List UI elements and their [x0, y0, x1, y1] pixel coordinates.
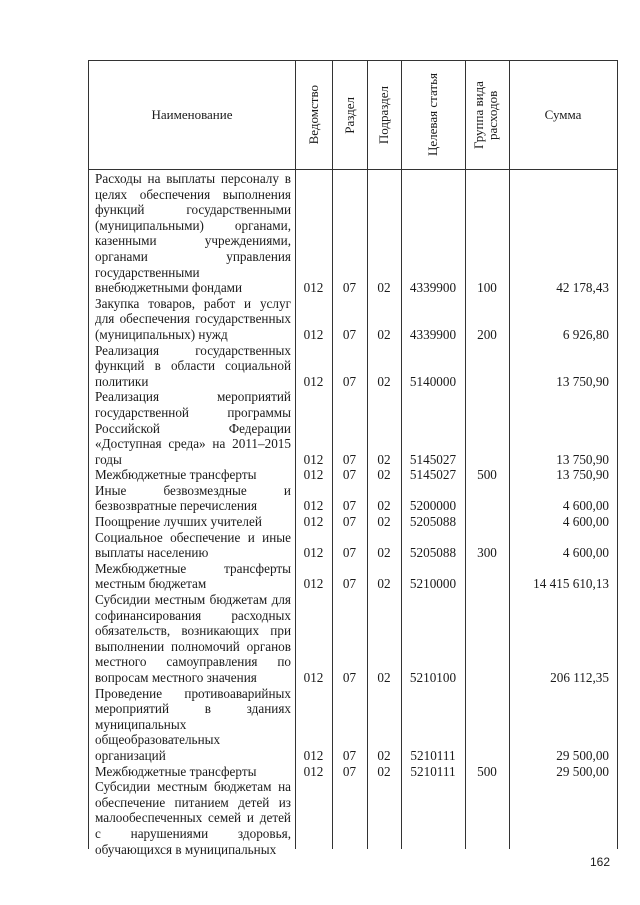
row-summa: 14 415 610,13 [533, 576, 609, 592]
table-row [89, 779, 617, 857]
row-celevaya: 5210111 [410, 763, 456, 779]
row-razdel: 07 [342, 467, 357, 483]
row-name: Реализация мероприятий государственной программы Российской Федерации «Доступная среда» на 2011–2015 годы [95, 389, 291, 467]
header-razdel: Раздел [341, 96, 357, 134]
row-podrazdel: 02 [377, 326, 391, 342]
table-row [89, 592, 617, 686]
row-podrazdel: 02 [377, 747, 391, 763]
row-razdel: 07 [342, 576, 357, 592]
header-razdel-cell [332, 61, 367, 169]
row-ved: 012 [303, 467, 324, 483]
row-ved: 012 [303, 280, 324, 296]
row-podrazdel: 02 [377, 514, 391, 530]
row-celevaya: 5210100 [409, 670, 457, 685]
row-name: Межбюджетные трансферты [95, 467, 257, 483]
table-row [89, 561, 617, 592]
row-name: Межбюджетные трансферты местным бюджетам [95, 560, 291, 592]
row-podrazdel: 02 [377, 467, 391, 483]
table-body [89, 171, 617, 857]
row-celevaya: 5145027 [409, 451, 457, 467]
row-name: Иные безвозмездные и безвозвратные перечисления [95, 482, 291, 514]
row-podrazdel: 02 [377, 451, 391, 467]
table-row [89, 467, 617, 483]
table-row [89, 514, 617, 530]
row-name: Субсидии местным бюджетам на обеспечение питанием детей из малообеспеченных семей и детей с нарушениями здоровья, обучающихся в муниципальных [95, 779, 291, 857]
row-podrazdel: 02 [377, 545, 391, 561]
header-gruppa-cell [465, 61, 509, 169]
row-ved: 012 [303, 747, 324, 763]
row-celevaya: 5140000 [409, 373, 457, 389]
header-ved: Ведомство [305, 85, 321, 145]
table-row [89, 483, 617, 514]
row-razdel: 07 [342, 763, 357, 779]
row-summa: 13 750,90 [556, 451, 609, 467]
header-summa: Сумма [544, 107, 582, 122]
row-celevaya: 5210111 [410, 747, 456, 763]
header-name: Наименование [151, 107, 233, 122]
header-celevaya-cell [401, 61, 465, 169]
row-podrazdel: 02 [377, 280, 391, 296]
row-podrazdel: 02 [377, 763, 391, 779]
row-celevaya: 5210000 [409, 576, 457, 592]
table-row [89, 343, 617, 390]
row-summa: 206 112,35 [550, 670, 609, 685]
row-ved: 012 [303, 514, 324, 530]
header-name-cell [89, 61, 295, 169]
row-name: Реализация государственных функций в области социальной политики [95, 342, 291, 389]
row-gruppa: 300 [477, 545, 497, 561]
row-celevaya: 5145027 [409, 467, 457, 483]
row-razdel: 07 [342, 451, 357, 467]
row-summa: 4 600,00 [562, 498, 609, 514]
row-name: Социальное обеспечение и иные выплаты населению [95, 529, 291, 561]
table-row [89, 686, 617, 764]
row-ved: 012 [303, 670, 324, 685]
row-ved: 012 [303, 576, 324, 592]
row-razdel: 07 [342, 498, 357, 514]
row-podrazdel: 02 [377, 498, 391, 514]
row-gruppa: 200 [477, 326, 497, 342]
row-razdel: 07 [342, 514, 357, 530]
row-celevaya: 4339900 [409, 280, 457, 296]
row-ved: 012 [303, 373, 324, 389]
header-ved-cell [295, 61, 332, 169]
header-gruppa: Группа вида расходов [471, 81, 500, 149]
header-celevaya: Целевая статья [425, 73, 440, 157]
row-razdel: 07 [342, 373, 357, 389]
row-gruppa: 500 [477, 763, 497, 779]
row-name: Поощрение лучших учителей [95, 514, 262, 530]
header-divider [89, 169, 617, 170]
row-ved: 012 [303, 498, 324, 514]
row-razdel: 07 [342, 280, 357, 296]
row-summa: 13 750,90 [556, 467, 609, 483]
row-summa: 29 500,00 [556, 763, 609, 779]
row-razdel: 07 [342, 670, 357, 685]
row-gruppa: 100 [477, 280, 497, 296]
row-ved: 012 [303, 545, 324, 561]
row-summa: 4 600,00 [562, 545, 609, 561]
row-ved: 012 [303, 451, 324, 467]
row-ved: 012 [303, 763, 324, 779]
row-podrazdel: 02 [377, 670, 391, 685]
row-summa: 42 178,43 [556, 280, 609, 296]
table-row [89, 530, 617, 561]
row-summa: 4 600,00 [562, 514, 609, 530]
row-celevaya: 5205088 [409, 514, 457, 530]
row-celevaya: 4339900 [409, 326, 457, 342]
row-ved: 012 [303, 326, 324, 342]
row-celevaya: 5200000 [409, 498, 457, 514]
table-row [89, 171, 617, 296]
row-name: Межбюджетные трансферты [95, 763, 257, 779]
row-podrazdel: 02 [377, 373, 391, 389]
row-podrazdel: 02 [377, 576, 391, 592]
table-row [89, 389, 617, 467]
row-name: Расходы на выплаты персоналу в целях обеспечения выполнения функций государственными (муниципальными) органами, казенными учреждениями, органами управления государственными внебюджетными фондами [95, 171, 291, 296]
row-name: Закупка товаров, работ и услуг для обеспечения государственных (муниципальных) нужд [95, 295, 291, 342]
row-celevaya: 5205088 [409, 545, 457, 561]
row-gruppa: 500 [477, 467, 497, 483]
header-podrazdel: Подраздел [376, 85, 391, 145]
row-summa: 29 500,00 [556, 747, 609, 763]
header-podrazdel-cell [367, 61, 401, 169]
row-summa: 13 750,90 [556, 373, 609, 389]
row-razdel: 07 [342, 326, 357, 342]
row-razdel: 07 [342, 747, 357, 763]
page-number: 162 [589, 855, 610, 869]
budget-table [88, 60, 618, 857]
table-row [89, 764, 617, 780]
table-row [89, 296, 617, 343]
row-summa: 6 926,80 [562, 326, 609, 342]
row-name: Проведение противоаварийных мероприятий в зданиях муниципальных общеобразовательных организаций [95, 685, 291, 763]
row-razdel: 07 [342, 545, 357, 561]
row-name: Субсидии местным бюджетам для софинансирования расходных обязательств, возникающих при выполнении полномочий органов местного самоуправления по вопросам местного значения [95, 592, 291, 685]
header-summa-cell [509, 61, 617, 169]
